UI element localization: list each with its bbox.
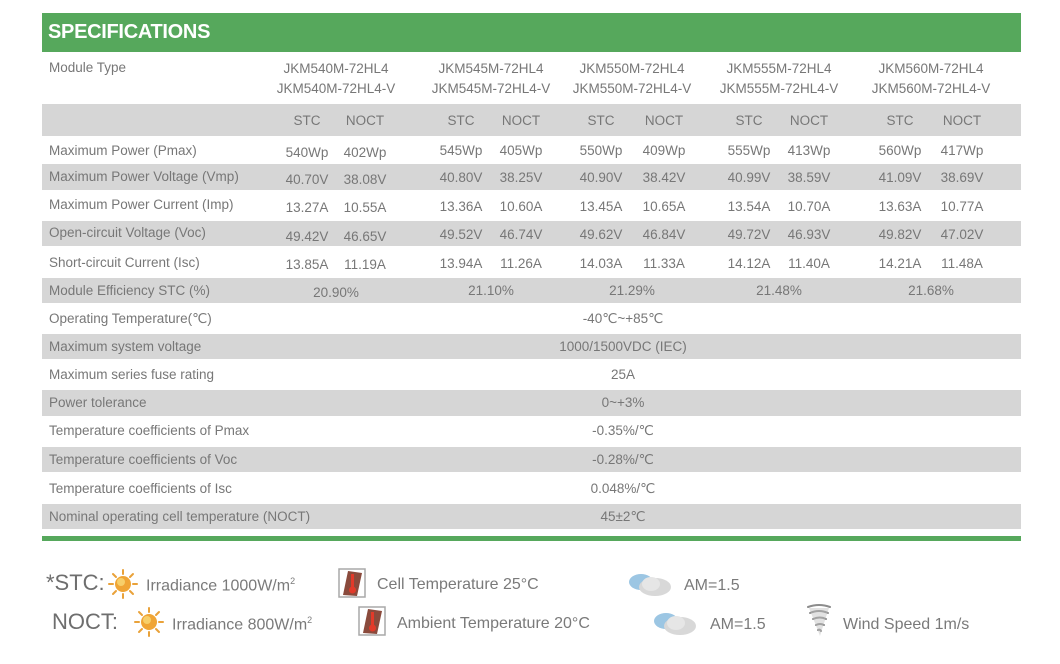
row-label: Temperature coefficients of Pmax xyxy=(49,423,250,438)
model-name: JKM560M-72HL4 JKM560M-72HL4-V xyxy=(871,61,991,96)
value-cell: 38.25V xyxy=(499,170,543,185)
value-cell: 49.62V xyxy=(579,227,623,242)
model-name: JKM545M-72HL4 JKM545M-72HL4-V xyxy=(431,61,551,96)
section-title: SPECIFICATIONS xyxy=(42,13,1021,52)
noct-header: NOCT xyxy=(789,113,829,128)
noct-header: NOCT xyxy=(345,113,385,128)
row-label: Maximum series fuse rating xyxy=(49,367,215,382)
value-cell: 10.70A xyxy=(787,199,831,214)
module-type-row xyxy=(42,52,1021,104)
sun-icon xyxy=(107,569,139,599)
value-cell: 49.72V xyxy=(727,227,771,242)
value-cell: 46.65V xyxy=(343,229,387,244)
value-cell: 49.82V xyxy=(878,227,922,242)
cloud-icon xyxy=(650,609,698,637)
stc-header: STC xyxy=(293,113,321,128)
power-tolerance-row xyxy=(42,390,1021,416)
noct-header: NOCT xyxy=(942,113,982,128)
temp-coef-isc-row xyxy=(42,472,1021,504)
value-cell: 46.84V xyxy=(642,227,686,242)
value-cell: -40℃~+85℃ xyxy=(582,311,664,326)
value-cell: 45±2℃ xyxy=(600,509,646,524)
value-cell: -0.35%/℃ xyxy=(592,423,654,438)
vmp-row xyxy=(42,164,1021,190)
max-system-voltage-row xyxy=(42,334,1021,359)
model-name: JKM540M-72HL4 JKM540M-72HL4-V xyxy=(276,61,396,96)
thermometer-icon xyxy=(358,606,386,636)
value-cell: 21.68% xyxy=(908,283,954,298)
value-cell: 14.03A xyxy=(579,256,623,271)
value-cell: 417Wp xyxy=(940,143,984,158)
value-cell: 40.70V xyxy=(285,172,329,187)
stc-irradiance: Irradiance $1000W/m^2$ xyxy=(146,576,296,595)
temp-coef-voc-row xyxy=(42,447,1021,472)
stc-air-mass: AM=1.5 xyxy=(684,577,740,594)
value-cell: 14.12A xyxy=(727,256,771,271)
stc-legend-prefix: *STC: xyxy=(46,570,105,595)
row-label: Operating Temperature(℃) xyxy=(49,311,212,326)
value-cell: 11.19A xyxy=(344,257,386,272)
row-label: Short-circuit Current (Isc) xyxy=(49,255,200,270)
value-cell: 11.33A xyxy=(643,256,685,271)
value-cell: 13.94A xyxy=(439,256,483,271)
value-cell: 49.52V xyxy=(439,227,483,242)
condition-header-row xyxy=(42,104,1021,136)
row-label: Temperature coefficients of Isc xyxy=(49,481,232,496)
value-cell: 38.59V xyxy=(787,170,831,185)
value-cell: 10.55A xyxy=(343,200,387,215)
tornado-wind-icon xyxy=(805,603,833,637)
sun-icon xyxy=(133,607,165,637)
noct-legend-prefix: NOCT: xyxy=(52,609,118,634)
value-cell: 21.48% xyxy=(756,283,802,298)
value-cell: 555Wp xyxy=(727,143,771,158)
model-name: JKM550M-72HL4 JKM550M-72HL4-V xyxy=(572,61,692,96)
value-cell: 13.85A xyxy=(285,257,329,272)
value-cell: 10.60A xyxy=(499,199,543,214)
cloud-icon xyxy=(625,570,673,598)
value-cell: 49.42V xyxy=(285,229,329,244)
row-label: Open-circuit Voltage (Voc) xyxy=(49,225,206,240)
voc-row xyxy=(42,221,1021,246)
stc-header: STC xyxy=(447,113,475,128)
value-cell: 38.42V xyxy=(642,170,686,185)
pmax-row xyxy=(42,136,1021,164)
value-cell: 46.74V xyxy=(499,227,543,242)
value-cell: 46.93V xyxy=(787,227,831,242)
value-cell: 38.69V xyxy=(940,170,984,185)
temp-coef-pmax-row xyxy=(42,416,1021,447)
row-label: Module Type xyxy=(49,60,127,75)
value-cell: 550Wp xyxy=(579,143,623,158)
value-cell: 560Wp xyxy=(878,143,922,158)
value-cell: 25A xyxy=(610,367,636,382)
operating-temperature-row xyxy=(42,303,1021,334)
value-cell: 41.09V xyxy=(878,170,922,185)
value-cell: 0~+3% xyxy=(601,395,645,410)
max-fuse-rating-row xyxy=(42,359,1021,390)
value-cell: 405Wp xyxy=(499,143,543,158)
noct-wind-speed: Wind Speed 1m/s xyxy=(843,616,970,633)
value-cell: 0.048%/℃ xyxy=(590,481,656,496)
row-label: Maximum Power Voltage (Vmp) xyxy=(49,169,239,184)
noct-row xyxy=(42,504,1021,529)
value-cell: 21.10% xyxy=(468,283,514,298)
value-cell: 13.36A xyxy=(439,199,483,214)
value-cell: 40.99V xyxy=(727,170,771,185)
noct-ambient-temperature: Ambient Temperature 20°C xyxy=(397,615,590,632)
divider-line xyxy=(42,536,1021,541)
value-cell: 14.21A xyxy=(878,256,922,271)
row-label: Maximum system voltage xyxy=(49,339,202,354)
row-label: Module Efficiency STC (%) xyxy=(49,283,211,298)
value-cell: 10.65A xyxy=(642,199,686,214)
value-cell: 13.45A xyxy=(579,199,623,214)
noct-header: NOCT xyxy=(501,113,541,128)
value-cell: 10.77A xyxy=(940,199,984,214)
value-cell: -0.28%/℃ xyxy=(592,452,654,467)
value-cell: 13.63A xyxy=(878,199,922,214)
isc-row xyxy=(42,246,1021,278)
value-cell: 38.08V xyxy=(343,172,387,187)
stc-header: STC xyxy=(886,113,914,128)
value-cell: 40.80V xyxy=(439,170,483,185)
value-cell: 413Wp xyxy=(787,143,831,158)
value-cell: 402Wp xyxy=(343,145,387,160)
value-cell: 11.26A xyxy=(500,256,542,271)
noct-air-mass: AM=1.5 xyxy=(710,616,766,633)
value-cell: 1000/1500VDC (IEC) xyxy=(559,339,687,354)
value-cell: 40.90V xyxy=(579,170,623,185)
imp-row xyxy=(42,190,1021,221)
row-label: Maximum Power Current (Imp) xyxy=(49,197,234,212)
efficiency-row xyxy=(42,278,1021,303)
noct-irradiance: Irradiance $800W/m^2$ xyxy=(172,615,313,634)
specifications-table xyxy=(42,13,1021,529)
model-name: JKM555M-72HL4 JKM555M-72HL4-V xyxy=(719,61,839,96)
value-cell: 13.54A xyxy=(727,199,771,214)
value-cell: 545Wp xyxy=(439,143,483,158)
value-cell: 21.29% xyxy=(609,283,655,298)
thermometer-icon xyxy=(338,568,366,598)
value-cell: 20.90% xyxy=(313,285,359,300)
value-cell: 11.40A xyxy=(788,256,830,271)
value-cell: 13.27A xyxy=(285,200,329,215)
value-cell: 540Wp xyxy=(285,145,329,160)
stc-header: STC xyxy=(735,113,763,128)
row-label: Nominal operating cell temperature (NOCT) xyxy=(49,509,311,524)
value-cell: 11.48A xyxy=(941,256,983,271)
row-label: Temperature coefficients of Voc xyxy=(49,452,238,467)
stc-header: STC xyxy=(587,113,615,128)
value-cell: 47.02V xyxy=(940,227,984,242)
noct-header: NOCT xyxy=(644,113,684,128)
row-label: Power tolerance xyxy=(49,395,147,410)
row-label: Maximum Power (Pmax) xyxy=(49,143,197,158)
value-cell: 409Wp xyxy=(642,143,686,158)
stc-cell-temperature: Cell Temperature 25°C xyxy=(377,576,539,593)
